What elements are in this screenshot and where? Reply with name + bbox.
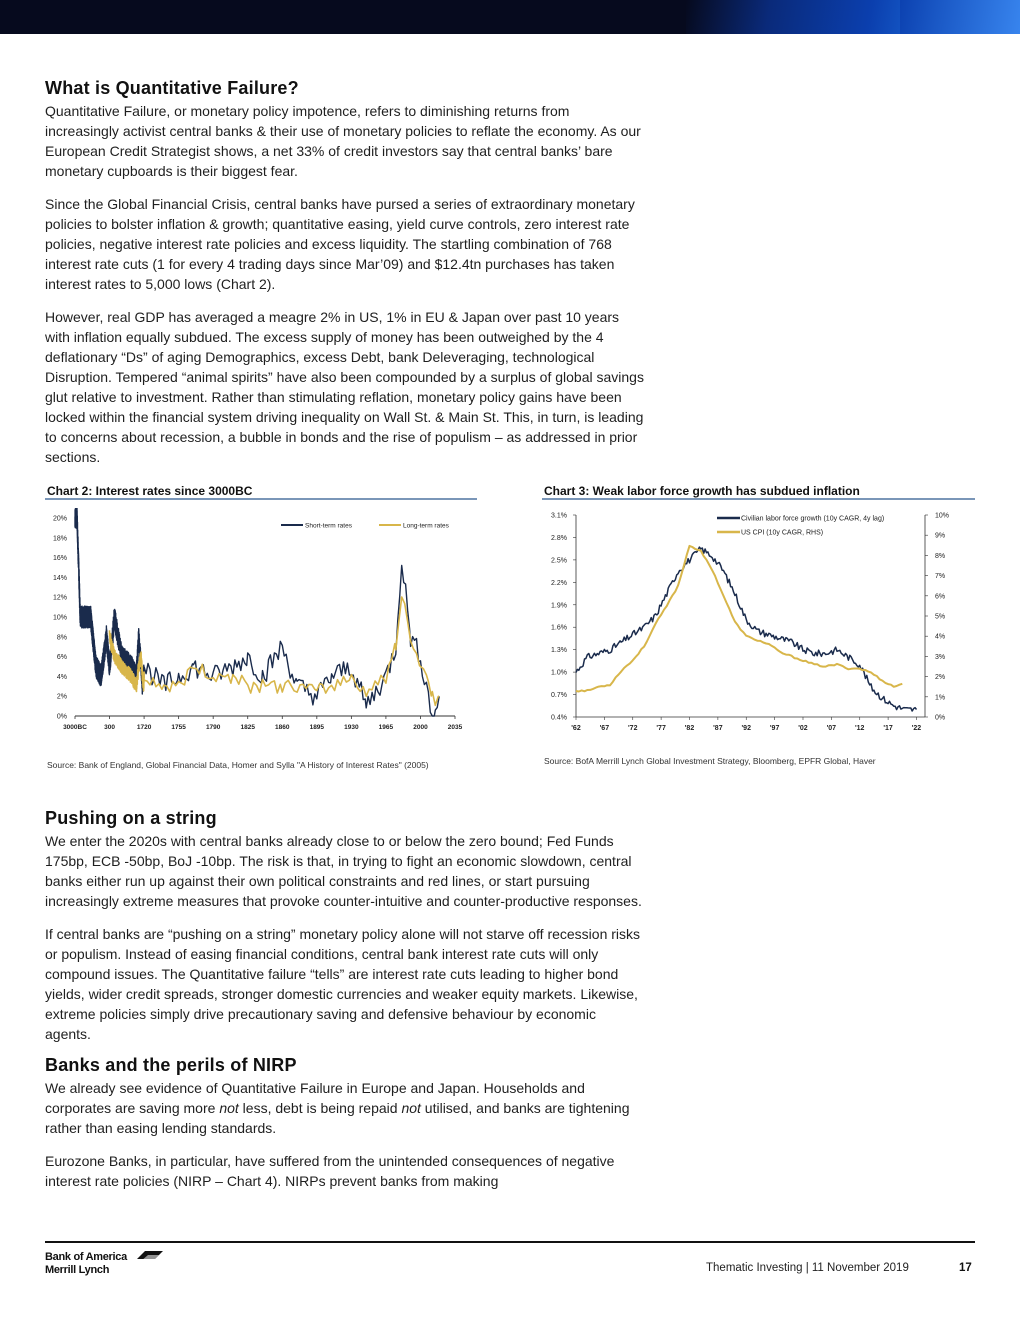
logo-line-1: Bank of America <box>45 1251 127 1263</box>
header-bar <box>0 0 1020 34</box>
text-run: less, debt is being repaid <box>238 1100 402 1116</box>
bank-logo <box>45 1251 127 1277</box>
section-heading: Banks and the perils of NIRP <box>45 1055 297 1075</box>
x-tick-label: 1720 <box>136 724 152 731</box>
section-quantitative-failure <box>45 78 645 480</box>
emphasis: not <box>401 1100 421 1116</box>
chart3-title: Chart 3: Weak labor force growth has subdued inflation <box>544 484 860 498</box>
y-tick-label-left: 1.6% <box>551 624 567 632</box>
x-tick-label: '87 <box>713 725 723 732</box>
y-tick-label: 20% <box>52 515 67 523</box>
y-tick-label-left: 2.5% <box>551 557 567 565</box>
logo-line-2: Merrill Lynch <box>45 1264 110 1276</box>
paragraph <box>45 1078 645 1138</box>
legend-label: Long-term rates <box>403 522 449 530</box>
y-tick-label-right: 5% <box>935 613 946 621</box>
x-tick-label: 2035 <box>447 724 463 731</box>
y-tick-label: 4% <box>56 673 67 681</box>
x-tick-label: 2000 <box>413 724 428 731</box>
x-tick-label: '92 <box>741 725 751 732</box>
y-tick-label: 8% <box>56 634 67 642</box>
y-tick-label: 0% <box>56 713 67 721</box>
x-tick-label: '82 <box>684 725 695 732</box>
x-tick-label: '17 <box>883 725 893 732</box>
y-tick-label-left: 2.2% <box>551 579 567 587</box>
chart2-source: Source: Bank of England, Global Financial Data, Homer and Sylla "A History of Interest Rates" (2005) <box>47 760 429 770</box>
x-tick-label: 1965 <box>378 724 394 731</box>
x-tick-label: 1930 <box>344 724 359 731</box>
y-tick-label-right: 6% <box>935 593 946 601</box>
header-decoration-accent <box>900 0 1020 34</box>
paragraph: Quantitative Failure, or monetary policy impotence, refers to diminishing returns from increasingly activist central banks & their use of monetary policies to reflate the economy. As our European Credit Strategist shows, a net 33% of credit investors say that central banks’ bare monetary cupboards is their biggest fear. <box>45 103 641 179</box>
y-tick-label: 18% <box>52 535 67 543</box>
paragraph: Since the Global Financial Crisis, central banks have pursed a series of extraordinary monetary policies to bolster inflation & growth; quantitative easing, yield curve controls, zero interest rate policies, negative interest rate policies and excess liquidity. The startling combination of 768 interest rate cuts (1 for every 4 trading days since Mar’09) and $12.4tn purchases has taken interest rates to 5,000 lows (Chart 2). <box>45 196 635 292</box>
y-tick-label-right: 0% <box>935 714 946 722</box>
x-tick-label: 1895 <box>309 724 325 731</box>
chart2-interest-rates <box>45 508 477 740</box>
y-tick-label-right: 9% <box>935 532 946 540</box>
x-tick-label: '97 <box>769 725 780 732</box>
series-line-short-term-rates <box>75 508 439 716</box>
x-tick-label: '22 <box>911 725 922 732</box>
x-tick-label: '07 <box>826 725 837 732</box>
y-tick-label-left: 1.3% <box>551 647 567 655</box>
x-tick-label: '62 <box>571 725 581 732</box>
publication-info: Thematic Investing | 11 November 2019 <box>706 1262 909 1274</box>
text-run: utilised, and banks are tightening rather than easing lending standards. <box>45 1100 630 1136</box>
section-heading: What is Quantitative Failure? <box>45 78 299 98</box>
series-line-us-cpi <box>576 546 902 692</box>
legend-label: Short-term rates <box>305 522 352 530</box>
x-tick-label: '77 <box>656 725 666 732</box>
y-tick-label-right: 3% <box>935 653 946 661</box>
paragraph: However, real GDP has averaged a meagre 2% in US, 1% in EU & Japan over past 10 years with inflation equally subdued. The excess supply of money has been outweighed by the 4 deflationary “Ds” of aging Demographics, excess Debt, bank Deleveraging, technological Disruption. Tempered “animal spirits” have also been compounded by a surplus of global savings glut relative to investment. Rather than stimulating reflation, monetary policy gains have been locked within the financial system driving inequality on Wall St. & Main St. This, in turn, is leading to concerns about recession, a bubble in bonds and the rise of populism – as addressed in prior sections. <box>45 309 644 465</box>
y-tick-label-left: 0.4% <box>551 714 567 722</box>
y-tick-label: 6% <box>56 654 67 662</box>
section-heading: Pushing on a string <box>45 808 217 828</box>
x-tick-label: '12 <box>855 725 865 732</box>
chart2-rule <box>45 498 477 500</box>
y-tick-label-right: 8% <box>935 552 946 560</box>
flag-logo-icon <box>135 1249 165 1263</box>
x-tick-label: 1825 <box>240 724 255 731</box>
chart3-source: Source: BofA Merrill Lynch Global Investment Strategy, Bloomberg, EPFR Global, Haver <box>544 756 876 766</box>
y-tick-label-left: 0.7% <box>551 692 567 700</box>
y-tick-label-right: 2% <box>935 674 946 682</box>
y-tick-label-left: 1.9% <box>551 602 567 610</box>
x-tick-label: 3000BC <box>63 724 87 731</box>
x-tick-label: 1860 <box>275 724 290 731</box>
y-tick-label: 16% <box>52 555 67 563</box>
y-tick-label-right: 10% <box>935 512 950 520</box>
paragraph: We enter the 2020s with central banks already close to or below the zero bound; Fed Funds 175bp, ECB -50bp, BoJ -10bp. The risk is that, in trying to fight an economic slowdown, central banks either run up against their own political constraints and red lines, or start pursuing increasingly extreme measures that provoke counter-intuitive and counter-productive responses. <box>45 833 642 909</box>
series-line-labor-force <box>576 547 917 711</box>
y-tick-label-right: 7% <box>935 573 946 581</box>
text-run: We already see evidence of Quantitative Failure in Europe and Japan. Households and corporates are saving more <box>45 1080 585 1116</box>
y-tick-label-left: 1.0% <box>551 669 567 677</box>
y-tick-label-right: 1% <box>935 694 946 702</box>
chart3-rule <box>542 498 975 500</box>
y-tick-label: 2% <box>56 693 67 701</box>
footer-rule <box>45 1241 975 1243</box>
page-number: 17 <box>959 1262 972 1274</box>
x-tick-label: '02 <box>798 725 808 732</box>
y-tick-label-left: 3.1% <box>551 512 567 520</box>
x-tick-label: '72 <box>628 725 638 732</box>
y-tick-label-right: 4% <box>935 633 946 641</box>
y-tick-label: 14% <box>52 574 67 582</box>
y-tick-label-left: 2.8% <box>551 534 567 542</box>
y-tick-label: 12% <box>52 594 67 602</box>
section-pushing-on-a-string <box>45 808 645 1204</box>
emphasis: not <box>219 1100 239 1116</box>
x-tick-label: 300 <box>104 724 115 731</box>
series-line-long-term-rates <box>110 597 440 705</box>
x-tick-label: 1790 <box>205 724 221 731</box>
paragraph: Eurozone Banks, in particular, have suffered from the unintended consequences of negative interest rate policies (NIRP – Chart 4). NIRPs prevent banks from making <box>45 1153 615 1189</box>
legend-label: US CPI (10y CAGR, RHS) <box>741 529 824 537</box>
x-tick-label: '67 <box>599 725 610 732</box>
x-tick-label: 1755 <box>171 724 186 731</box>
chart2-title: Chart 2: Interest rates since 3000BC <box>47 484 253 498</box>
paragraph: If central banks are “pushing on a string” monetary policy alone will not starve off recession risks or populism. Instead of easing financial conditions, central bank interest rate cuts will only compound issues. The Quantitative failure “tells” are interest rate cuts leading to higher bond yields, wider credit spreads, stronger domestic currencies and weaker equity markets. Likewise, extreme policies simply drive precautionary saving and defensive behaviour by economic agents. <box>45 926 641 1042</box>
legend-label: Civilian labor force growth (10y CAGR, 4y lag) <box>741 515 885 523</box>
chart3-labor-force-inflation <box>542 506 975 740</box>
y-tick-label: 10% <box>52 614 67 622</box>
